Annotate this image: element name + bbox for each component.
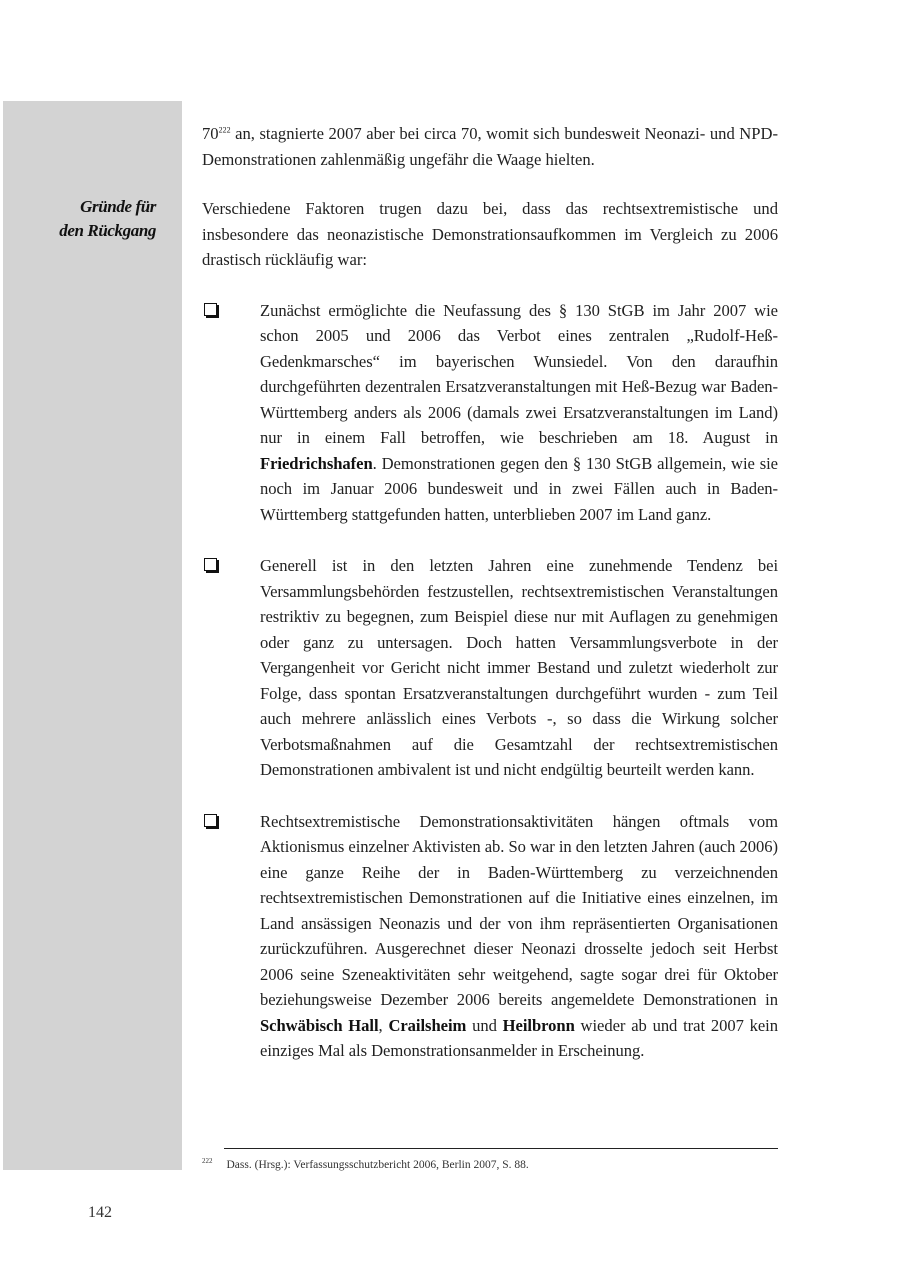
main-text <box>202 121 778 1064</box>
bullet-text-part: Zunächst ermöglichte die Neufassung des § 130 StGB im Jahr 2007 wie schon 2005 und 2006 das Verbot eines zentralen „Rudolf-Heß-Gedenkmarsches“ im bayerischen Wunsiedel. Von den daraufhin durchgeführten dezentralen Ersatzveranstaltungen mit Heß-Bezug war Baden-Württemberg anders als 2006 (damals zwei Ersatzveranstaltungen im Land) nur in einem Fall betroffen, wie beschrieben am 18. August in <box>260 300 778 447</box>
bullet-text <box>260 298 778 528</box>
bullet-item <box>202 298 778 528</box>
bullet-text <box>260 809 778 1064</box>
checkbox-bullet-icon <box>204 814 217 827</box>
page-number: 142 <box>88 1204 112 1221</box>
margin-note <box>28 195 156 243</box>
footnote-number: 222 <box>202 1157 213 1165</box>
lead-paragraph: Verschiedene Faktoren trugen dazu bei, dass das rechtsextremistische und insbesondere das neonazistische Demonstrationsaufkommen im Vergleich zu 2006 drastisch rückläufig war: <box>202 199 778 269</box>
intro-start: 70 <box>202 124 219 143</box>
checkbox-bullet-icon <box>204 558 217 571</box>
footnote-divider <box>224 1148 778 1149</box>
footnote <box>202 1157 529 1171</box>
margin-note-line-1: Gründe für <box>80 197 156 216</box>
footnote-text: Dass. (Hrsg.): Verfassungsschutzbericht 2006, Berlin 2007, S. 88. <box>226 1158 529 1171</box>
bullet-text-part: . Demonstrationen gegen den § 130 StGB allgemein, wie sie noch im Januar 2006 bundesweit und in zwei Fällen auch in Baden-Württemberg stattgefunden hatten, unterblieben 2007 im Land ganz. <box>260 453 778 524</box>
place-name: Crailsheim <box>388 1015 467 1035</box>
bullet-item <box>202 809 778 1064</box>
footnote-reference: 222 <box>218 125 231 135</box>
place-name: Schwäbisch Hall <box>260 1015 379 1035</box>
intro-rest: an, stagnierte 2007 aber bei circa 70, womit sich bundesweit Neonazi- und NPD-Demonstrationen zahlenmäßig ungefähr die Waage hielten. <box>202 124 778 169</box>
bullet-item <box>202 553 778 783</box>
margin-note-line-2: den Rückgang <box>59 221 156 240</box>
bullet-text-part: , <box>378 1015 389 1035</box>
place-name: Friedrichshafen <box>260 453 373 473</box>
bullet-text-part: und <box>466 1015 503 1035</box>
intro-paragraph <box>202 121 778 172</box>
bullet-text-part: wieder ab und trat 2007 kein einziges Mal als Demonstrationsanmelder in Erscheinung. <box>260 1015 778 1060</box>
bullet-text: Generell ist in den letzten Jahren eine zunehmende Tendenz bei Versammlungsbehörden festzustellen, rechtsextremistischen Veranstaltungen restriktiv zu begegnen, zum Beispiel diese nur mit Auflagen zu genehmigen oder ganz zu untersagen. Doch hatten Versammlungsverbote in der Vergangenheit vor Gericht nicht immer Bestand und zuletzt wiederholt zur Folge, dass spontan Ersatzveranstaltungen durchgeführt wurden - zum Teil auch mehrere anlässlich eines Verbots -, so dass die Wirkung solcher Verbotsmaßnahmen auf die Gesamtzahl der rechtsextremistischen Demonstrationen ambivalent ist und nicht endgültig beurteilt werden kann. <box>260 556 778 779</box>
place-name: Heilbronn <box>502 1015 575 1035</box>
checkbox-bullet-icon <box>204 303 217 316</box>
margin-sidebar <box>3 101 182 1170</box>
bullet-text-part: Rechtsextremistische Demonstrationsaktivitäten hängen oftmals vom Aktionismus einzelner Aktivisten ab. So war in den letzten Jahren (auch 2006) eine ganze Reihe der in Baden-Württemberg zu verzeichnenden rechtsextremistischen Demonstrationen auf die Initiative eines einzelnen, im Land ansässigen Neonazis und der von ihm repräsentierten Organisationen zurückzuführen. Ausgerechnet dieser Neonazi drosselte jedoch seit Herbst 2006 seine Szeneaktivitäten sehr weitgehend, sagte sogar drei für Oktober beziehungsweise Dezember 2006 bereits angemeldete Demonstrationen in <box>260 811 778 1009</box>
